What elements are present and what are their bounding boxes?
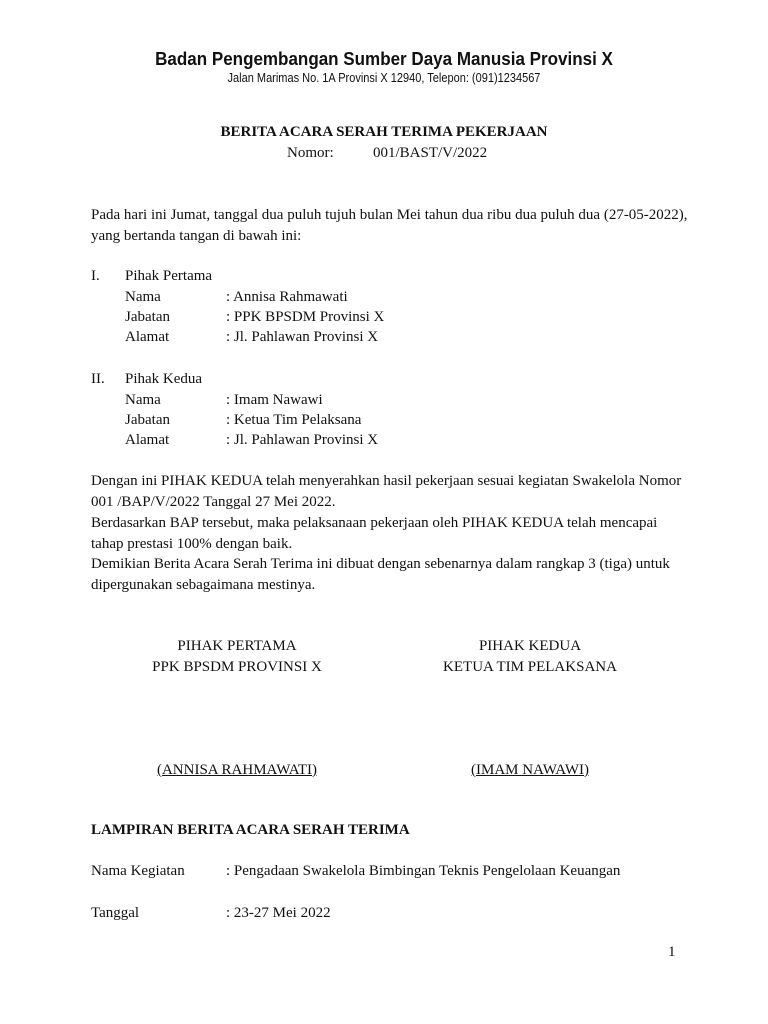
- signature-left-role: PIHAK PERTAMA: [177, 638, 297, 654]
- field-value-alamat: : Jl. Pahlawan Provinsi X: [226, 432, 379, 448]
- body-paragraph-1-line-1: Dengan ini PIHAK KEDUA telah menyerahkan hasil pekerjaan sesuai kegiatan Swakelola Nomor: [91, 473, 682, 489]
- body-paragraph-2-line-2: tahap prestasi 100% dengan baik.: [91, 536, 293, 552]
- field-label-jabatan: Jabatan: [125, 412, 170, 428]
- field-label-alamat: Alamat: [125, 329, 170, 345]
- field-value-nama: : Annisa Rahmawati: [226, 289, 348, 305]
- field-value-jabatan: : Ketua Tim Pelaksana: [226, 412, 362, 428]
- body-paragraph-1-line-2: 001 /BAP/V/2022 Tanggal 27 Mei 2022.: [91, 494, 336, 510]
- document-title: BERITA ACARA SERAH TERIMA PEKERJAAN: [220, 124, 548, 140]
- intro-line-1: Pada hari ini Jumat, tanggal dua puluh tujuh bulan Mei tahun dua ribu dua puluh dua (27-05-2022),: [91, 207, 688, 223]
- field-label-alamat: Alamat: [125, 432, 170, 448]
- signature-right-role: PIHAK KEDUA: [478, 638, 582, 654]
- signature-right-name: (IMAM NAWAWI): [471, 762, 589, 778]
- document-number-label: Nomor:: [287, 145, 334, 161]
- body-paragraph-3-line-1: Demikian Berita Acara Serah Terima ini dibuat dengan sebenarnya dalam rangkap 3 (tiga) untuk: [91, 556, 670, 572]
- signature-left-position: PPK BPSDM PROVINSI X: [152, 659, 322, 675]
- party-numeral: II.: [91, 371, 105, 387]
- appendix-label-activity: Nama Kegiatan: [91, 863, 185, 879]
- party-heading: Pihak Kedua: [125, 371, 203, 387]
- organization-name: Badan Pengembangan Sumber Daya Manusia Provinsi X: [155, 48, 613, 69]
- party-heading: Pihak Pertama: [125, 268, 213, 284]
- field-value-nama: : Imam Nawawi: [226, 392, 323, 408]
- field-value-alamat: : Jl. Pahlawan Provinsi X: [226, 329, 379, 345]
- intro-line-2: yang bertanda tangan di bawah ini:: [91, 228, 302, 244]
- organization-address: Jalan Marimas No. 1A Provinsi X 12940, Telepon: (091)1234567: [227, 71, 541, 85]
- signature-right-position: KETUA TIM PELAKSANA: [443, 659, 617, 675]
- field-label-nama: Nama: [125, 392, 161, 408]
- signature-left-name: (ANNISA RAHMAWATI): [156, 762, 318, 778]
- document-number: 001/BAST/V/2022: [373, 145, 488, 161]
- body-paragraph-2-line-1: Berdasarkan BAP tersebut, maka pelaksanaan pekerjaan oleh PIHAK KEDUA telah mencapai: [91, 515, 658, 531]
- field-label-nama: Nama: [125, 289, 161, 305]
- field-value-jabatan: : PPK BPSDM Provinsi X: [226, 309, 385, 325]
- appendix-value-date: : 23-27 Mei 2022: [226, 905, 331, 921]
- body-paragraph-3-line-2: dipergunakan sebagaimana mestinya.: [91, 577, 316, 593]
- field-label-jabatan: Jabatan: [125, 309, 170, 325]
- party-numeral: I.: [91, 268, 100, 284]
- appendix-value-activity: : Pengadaan Swakelola Bimbingan Teknis Pengelolaan Keuangan: [226, 863, 621, 879]
- page-number: 1: [668, 944, 676, 960]
- appendix-label-date: Tanggal: [91, 905, 140, 921]
- appendix-title: LAMPIRAN BERITA ACARA SERAH TERIMA: [91, 822, 410, 838]
